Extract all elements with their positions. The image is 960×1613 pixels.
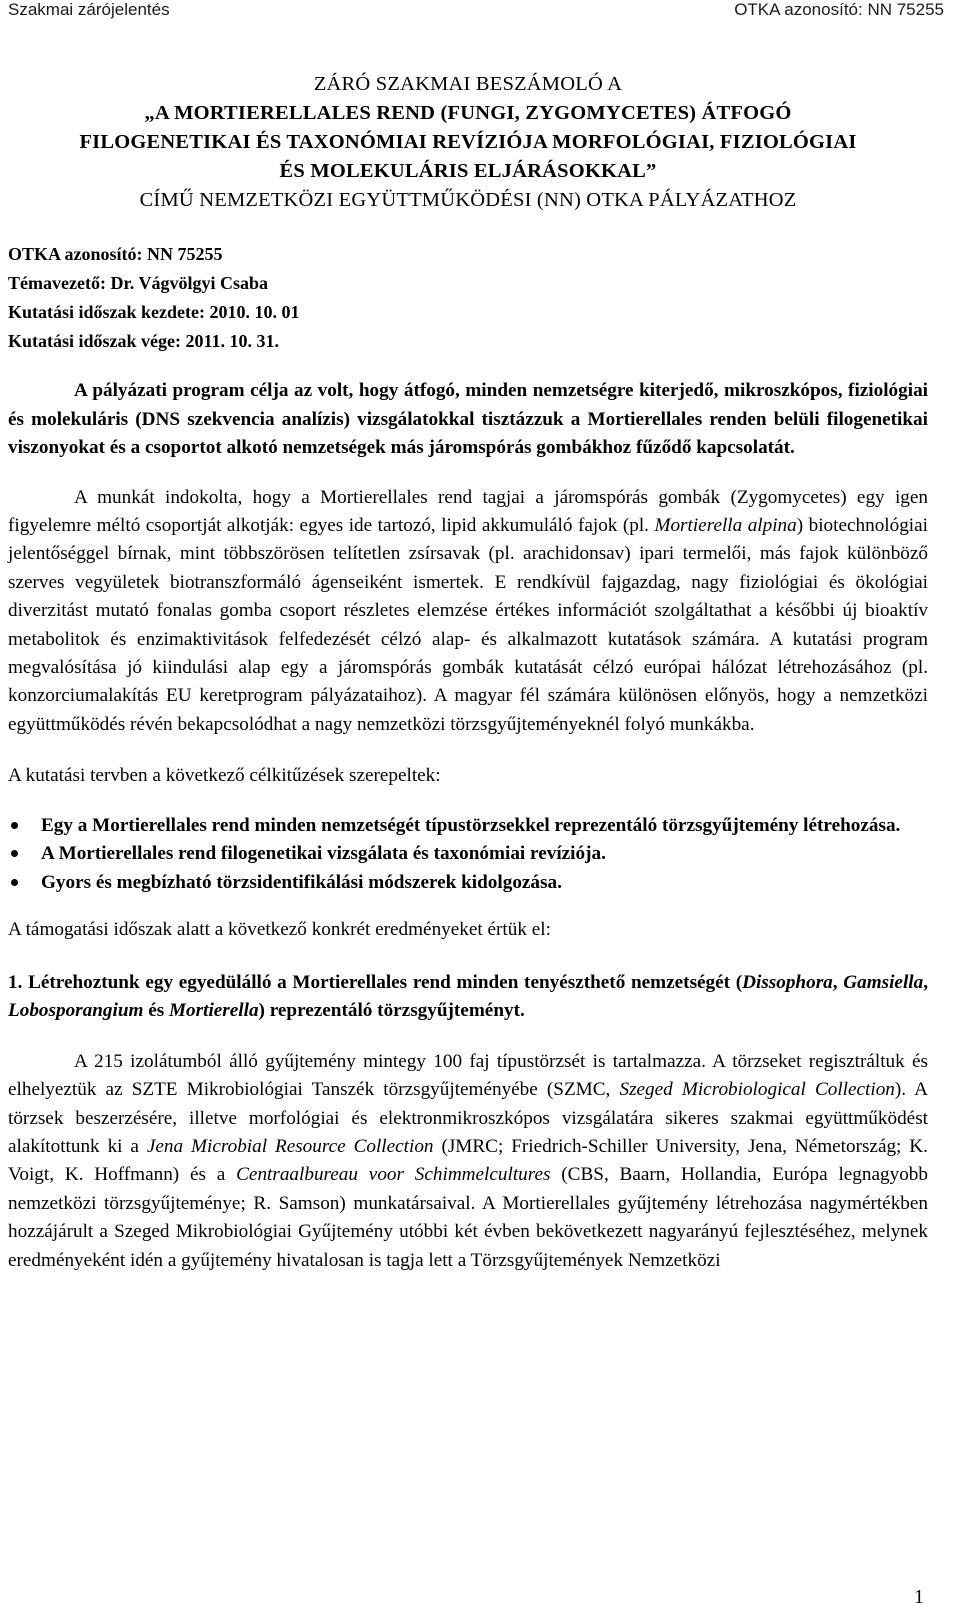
genus-gamsiella: Gamsiella — [843, 971, 924, 993]
title-line-1: ZÁRÓ SZAKMAI BESZÁMOLÓ A — [313, 73, 623, 95]
result-text-d: (CBS, Baarn, Hollandia, Európa legnagyobb nemzetközi törzsgyűjteménye; R. Samson) munkatársaival. A Mortierellales gyűjtemény létrehozása nagymértékben hozzájárult a Szeged Mikrobiológiai Gyűjtemény utóbbi két évben bekövetkezett nagyarányú fejlesztéséhez, melynek eredményeként idén a gyűjtemény hivatalosan is tagja lett a Törzsgyűjtemények Nemzetközi — [8, 1164, 928, 1271]
project-meta — [8, 240, 928, 356]
meta-end: Kutatási időszak vége: 2011. 10. 31. — [8, 331, 280, 351]
species-name: Mortierella alpina — [654, 514, 797, 536]
justification-paragraph — [8, 484, 928, 740]
header-right: OTKA azonosító: NN 75255 — [734, 0, 944, 19]
genus-lobosporangium: Lobosporangium — [8, 1000, 144, 1022]
support-intro: A támogatási időszak alatt a következő konkrét eredményeket értük el: — [8, 919, 551, 941]
result-text-a: A 215 izolátumból álló gyűjtemény mintegy 100 faj típustörzsét is tartalmazza. A törzseket regisztráltuk és elhelyeztük az SZTE Mikrobiológiai Tanszék törzsgyűjteményébe (SZMC, — [8, 1050, 928, 1101]
page-header — [8, 0, 952, 26]
meta-start: Kutatási időszak kezdete: 2010. 10. 01 — [8, 302, 300, 322]
separator: , — [923, 971, 928, 993]
header-left: Szakmai zárójelentés — [8, 0, 170, 19]
report-title — [8, 70, 928, 215]
result-head-b: ) reprezentáló törzsgyűjteményt. — [258, 1000, 525, 1022]
justification-part-2: ) biotechnológiai jelentőséggel bírnak, mint többszörösen telítetlen zsírsavak (pl. arachidonsav) ipari termelői, más fajok különböző szerves vegyületek biotranszformáló ágenseiként ismertek. E rendkívül fajgazdag, nagy fiziológiai és ökológiai diverzitást mutató fonalas gomba csoport részletes elemzése értékes információt szolgáltathat a későbbi új bioaktív metabolitok és enzimaktivitások felfedezését célzó alap- és alkalmazott kutatások számára. A kutatási program megvalósítása jó kiindulási alap egy a járomspórás gombák kutatását célzó európai hálózat létrehozásához (pl. konzorciumalakítás EU keretprogram pályázataihoz). A magyar fél számára különösen előnyös, hogy a nemzetközi együttműködés révén bekapcsolódhat a nagy nemzetközi törzsgyűjteményeknél folyó munkákba. — [8, 514, 928, 735]
title-line-3: FILOGENETIKAI ÉS TAXONÓMIAI REVÍZIÓJA MORFOLÓGIAI, FIZIOLÓGIAI — [79, 131, 857, 153]
plan-intro: A kutatási tervben a következő célkitűzések szerepeltek: — [8, 765, 441, 787]
szmc-name: Szeged Microbiological Collection — [619, 1079, 895, 1101]
title-line-2: „A MORTIERELLALES REND (FUNGI, ZYGOMYCETES) ÁTFOGÓ — [144, 102, 792, 124]
separator: , — [832, 971, 844, 993]
meta-leader: Témavezető: Dr. Vágvölgyi Csaba — [8, 273, 268, 293]
objective-item: A Mortierellales rend filogenetikai vizsgálata és taxonómiai revíziója. — [8, 840, 928, 869]
result-text-b: ). A törzsek beszerzésére, illetve morfológiai és elektronmikroszkópos vizsgálatára sikeres szakmai együttműködést alakítottunk ki a — [8, 1079, 929, 1158]
objective-item: Egy a Mortierellales rend minden nemzetségét típustörzsekkel reprezentáló törzsgyűjtemény létrehozása. — [8, 812, 928, 841]
page-number: 1 — [914, 1586, 924, 1608]
objectives-list — [8, 812, 928, 898]
result-head-a: 1. Létrehoztunk egy egyedülálló a Mortierellales rend minden tenyészthető nemzetségét ( — [8, 971, 743, 993]
goal-paragraph: A pályázati program célja az volt, hogy átfogó, minden nemzetségre kiterjedő, mikroszkópos, fiziológiai és molekuláris (DNS szekvencia analízis) vizsgálatokkal tisztázzuk a Mortierellales renden belüli filogenetikai viszonyokat és a csoportot alkotó nemzetségek más járomspórás gombákhoz fűződő kapcsolatát. — [8, 380, 928, 458]
objective-item: Gyors és megbízható törzsidentifikálási módszerek kidolgozása. — [8, 869, 928, 898]
genus-dissophora: Dissophora — [742, 971, 833, 993]
document-body — [8, 70, 928, 1275]
justification-part-1: A munkát indokolta, hogy a Mortierellales rend tagjai a járomspórás gombák (Zygomycetes) egy igen figyelemre méltó csoportját alkotják: egyes ide tartozó, lipid akkumuláló fajok (pl. — [8, 486, 928, 536]
result-1-heading — [8, 969, 928, 1026]
cbs-name: Centraalbureau voor Schimmelcultures — [236, 1164, 551, 1186]
meta-id: OTKA azonosító: NN 75255 — [8, 244, 223, 264]
separator: és — [143, 1000, 169, 1022]
genus-mortierella: Mortierella — [169, 1000, 259, 1022]
title-line-4: ÉS MOLEKULÁRIS ELJÁRÁSOKKAL” — [279, 160, 657, 182]
title-line-5: CÍMŰ NEMZETKÖZI EGYÜTTMŰKÖDÉSI (NN) OTKA PÁLYÁZATHOZ — [139, 189, 797, 211]
jmrc-name: Jena Microbial Resource Collection — [146, 1136, 434, 1158]
result-text-c: (JMRC; Friedrich-Schiller University, Jena, Németország; K. Voigt, K. Hoffmann) és a — [8, 1136, 928, 1186]
result-1-text — [8, 1048, 928, 1275]
